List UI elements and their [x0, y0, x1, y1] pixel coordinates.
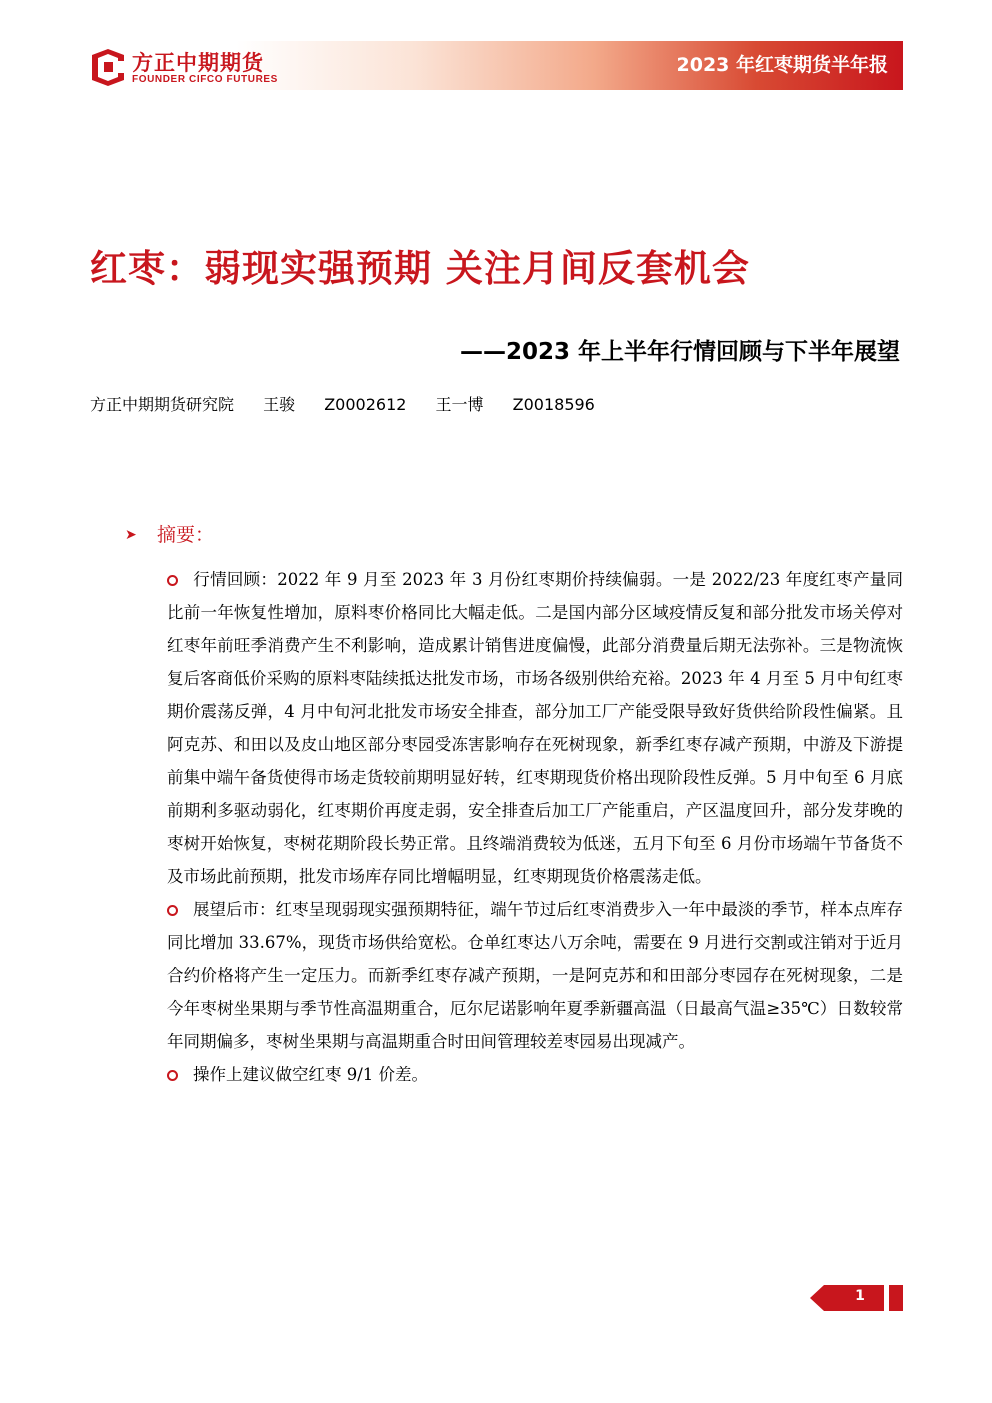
bullet-text: 展望后市：红枣呈现弱现实强预期特征，端午节过后红枣消费步入一年中最淡的季节，样本点库存同比增加 33.67%，现货市场供给宽松。仓单红枣达八万余吨，需要在 9 月进行交割或注销对于近月合约价格将产生一定压力。而新季红枣存减产预期，一是阿克苏和和田部分枣园存在死树现象，二是今年枣树坐果期与季节性高温期重合，厄尔尼诺影响年夏季新疆高温（日最高气温≥35℃）日数较常年同期偏多，枣树坐果期与高温期重合时田间管理较差枣园易出现减产。 — [167, 900, 903, 1051]
circle-bullet-icon — [167, 905, 178, 916]
logo-chinese-name: 方正中期期货 — [132, 51, 264, 75]
logo-mark-icon — [90, 47, 126, 87]
summary-bullet-outlook — [167, 893, 903, 1058]
arrow-right-icon: ➤ — [125, 527, 137, 543]
page-subtitle: ——2023 年上半年行情回顾与下半年展望 — [459, 339, 900, 365]
author-line — [90, 392, 619, 415]
summary-bullet-list — [167, 563, 903, 1091]
author-1-id: Z0002612 — [324, 395, 407, 414]
circle-bullet-icon — [167, 575, 178, 586]
page-number: 1 — [855, 1288, 865, 1304]
circle-bullet-icon — [167, 1070, 178, 1081]
author-2-id: Z0018596 — [512, 395, 595, 414]
company-logo — [90, 47, 290, 87]
author-1-name: 王骏 — [263, 395, 296, 414]
logo-english-name: FOUNDER CIFCO FUTURES — [132, 74, 278, 85]
summary-heading-label: 摘要： — [157, 524, 215, 546]
bullet-text: 操作上建议做空红枣 9/1 价差。 — [193, 1065, 429, 1084]
summary-bullet-strategy — [167, 1058, 903, 1091]
page-title: 红枣：弱现实强预期 关注月间反套机会 — [90, 247, 750, 290]
page-number-badge — [810, 1285, 903, 1311]
author-2-name: 王一博 — [435, 395, 484, 414]
summary-bullet-review — [167, 563, 903, 893]
summary-heading — [125, 520, 214, 547]
bullet-text: 行情回顾：2022 年 9 月至 2023 年 3 月份红枣期价持续偏弱。一是 2022/23 年度红枣产量同比前一年恢复性增加，原料枣价格同比大幅走低。二是国内部分区域疫情反复和部分批发市场关停对红枣年前旺季消费产生不利影响，造成累计销售进度偏慢，此部分消费量后期无法弥补。三是物流恢复后客商低价采购的原料枣陆续抵达批发市场，市场各级别供给充裕。2023 年 4 月至 5 月中旬红枣期价震荡反弹，4 月中旬河北批发市场安全排查，部分加工厂产能受限导致好货供给阶段性偏紧。且阿克苏、和田以及皮山地区部分枣园受冻害影响存在死树现象，新季红枣存减产预期，中游及下游提前集中端午备货使得市场走货较前期明显好转，红枣期现货价格出现阶段性反弹。5 月中旬至 6 月底前期利多驱动弱化，红枣期价再度走弱，安全排查后加工厂产能重启，产区温度回升，部分发芽晚的枣树开始恢复，枣树花期阶段长势正常。且终端消费较为低迷，五月下旬至 6 月份市场端午节备货不及市场此前预期，批发市场库存同比增幅明显，红枣期现货价格震荡走低。 — [167, 570, 903, 886]
report-header-title: 2023 年红枣期货半年报 — [676, 54, 888, 76]
institute-name: 方正中期期货研究院 — [90, 395, 235, 414]
